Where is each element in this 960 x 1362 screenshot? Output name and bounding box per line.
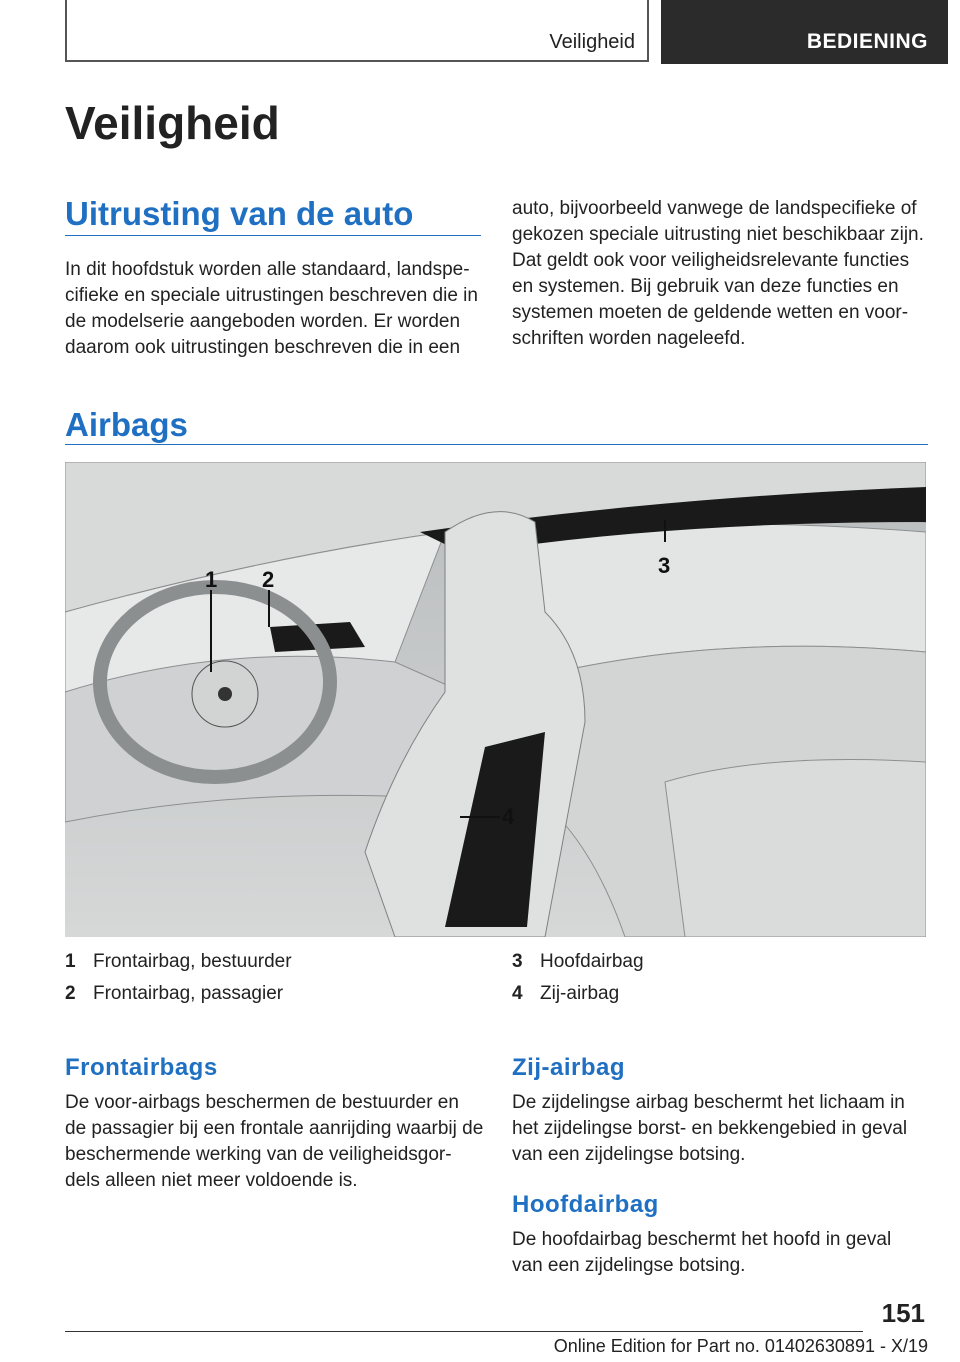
callout-2: 2 <box>262 567 275 592</box>
callout-3: 3 <box>658 553 671 578</box>
subsection-title-hoofdairbag: Hoofdairbag <box>512 1191 659 1218</box>
footer-edition: Online Edition for Part no. 01402630891 - X/19 <box>553 1336 928 1356</box>
hoofdairbag-text: De hoofdairbag beschermt het hoofd in geval van een zijdelingse botsing. <box>512 1229 892 1276</box>
legend-label: Hoofdairbag <box>540 951 644 972</box>
legend-label: Frontairbag, bestuurder <box>93 951 292 972</box>
legend-number: 4 <box>512 983 523 1004</box>
legend-label: Zij-airbag <box>540 983 620 1004</box>
legend-item-4 <box>512 983 619 1005</box>
section-title-uitrusting: Uitrusting van de auto <box>65 195 414 232</box>
airbag-illustration <box>65 462 926 937</box>
section-title-airbags: Airbags <box>65 406 188 443</box>
uitrusting-text-left: In dit hoofdstuk worden alle standaard, landspe- cifieke en speciale uitrustingen beschreven die in de modelserie aangeboden worden. Er worden daarom ook uitrustingen beschreven die in een <box>65 259 478 358</box>
callout-1: 1 <box>205 567 218 592</box>
header-section-label: Veiligheid <box>549 31 635 53</box>
page-number: 151 <box>881 1298 925 1328</box>
legend-item-2 <box>65 983 283 1005</box>
car-interior-illustration <box>65 462 926 937</box>
legend-label: Frontairbag, passagier <box>93 983 284 1004</box>
section-rule <box>65 444 928 445</box>
frontairbags-text: De voor-airbags beschermen de bestuurder en de passagier bij een frontale aanrijding waarbij de beschermende werking van de veiligheidsgor- dels alleen niet meer voldoende is. <box>65 1092 484 1191</box>
callout-4: 4 <box>502 804 515 829</box>
subsection-title-frontairbags: Frontairbags <box>65 1054 218 1081</box>
header-chapter-tab[interactable]: BEDIENING <box>661 0 948 64</box>
legend-item-1 <box>65 951 292 973</box>
legend-number: 2 <box>65 983 76 1004</box>
legend-number: 1 <box>65 951 76 972</box>
zij-airbag-text: De zijdelingse airbag beschermt het lichaam in het zijdelingse borst- en bekkengebied in geval van een zijdelingse botsing. <box>512 1092 908 1165</box>
legend-item-3 <box>512 951 644 973</box>
uitrusting-text-right: auto, bijvoorbeeld vanwege de landspecifieke of gekozen speciale uitrusting niet beschikbaar zijn. Dat geldt ook voor veiligheidsrelevante functies en systemen. Bij gebruik van deze functies en systemen moeten de geldende wetten en voor- schriften worden nageleefd. <box>512 198 924 349</box>
legend-number: 3 <box>512 951 523 972</box>
subsection-title-zij-airbag: Zij-airbag <box>512 1054 626 1081</box>
section-rule <box>65 235 481 236</box>
footer-divider <box>65 1331 863 1332</box>
page-title: Veiligheid <box>65 97 280 149</box>
